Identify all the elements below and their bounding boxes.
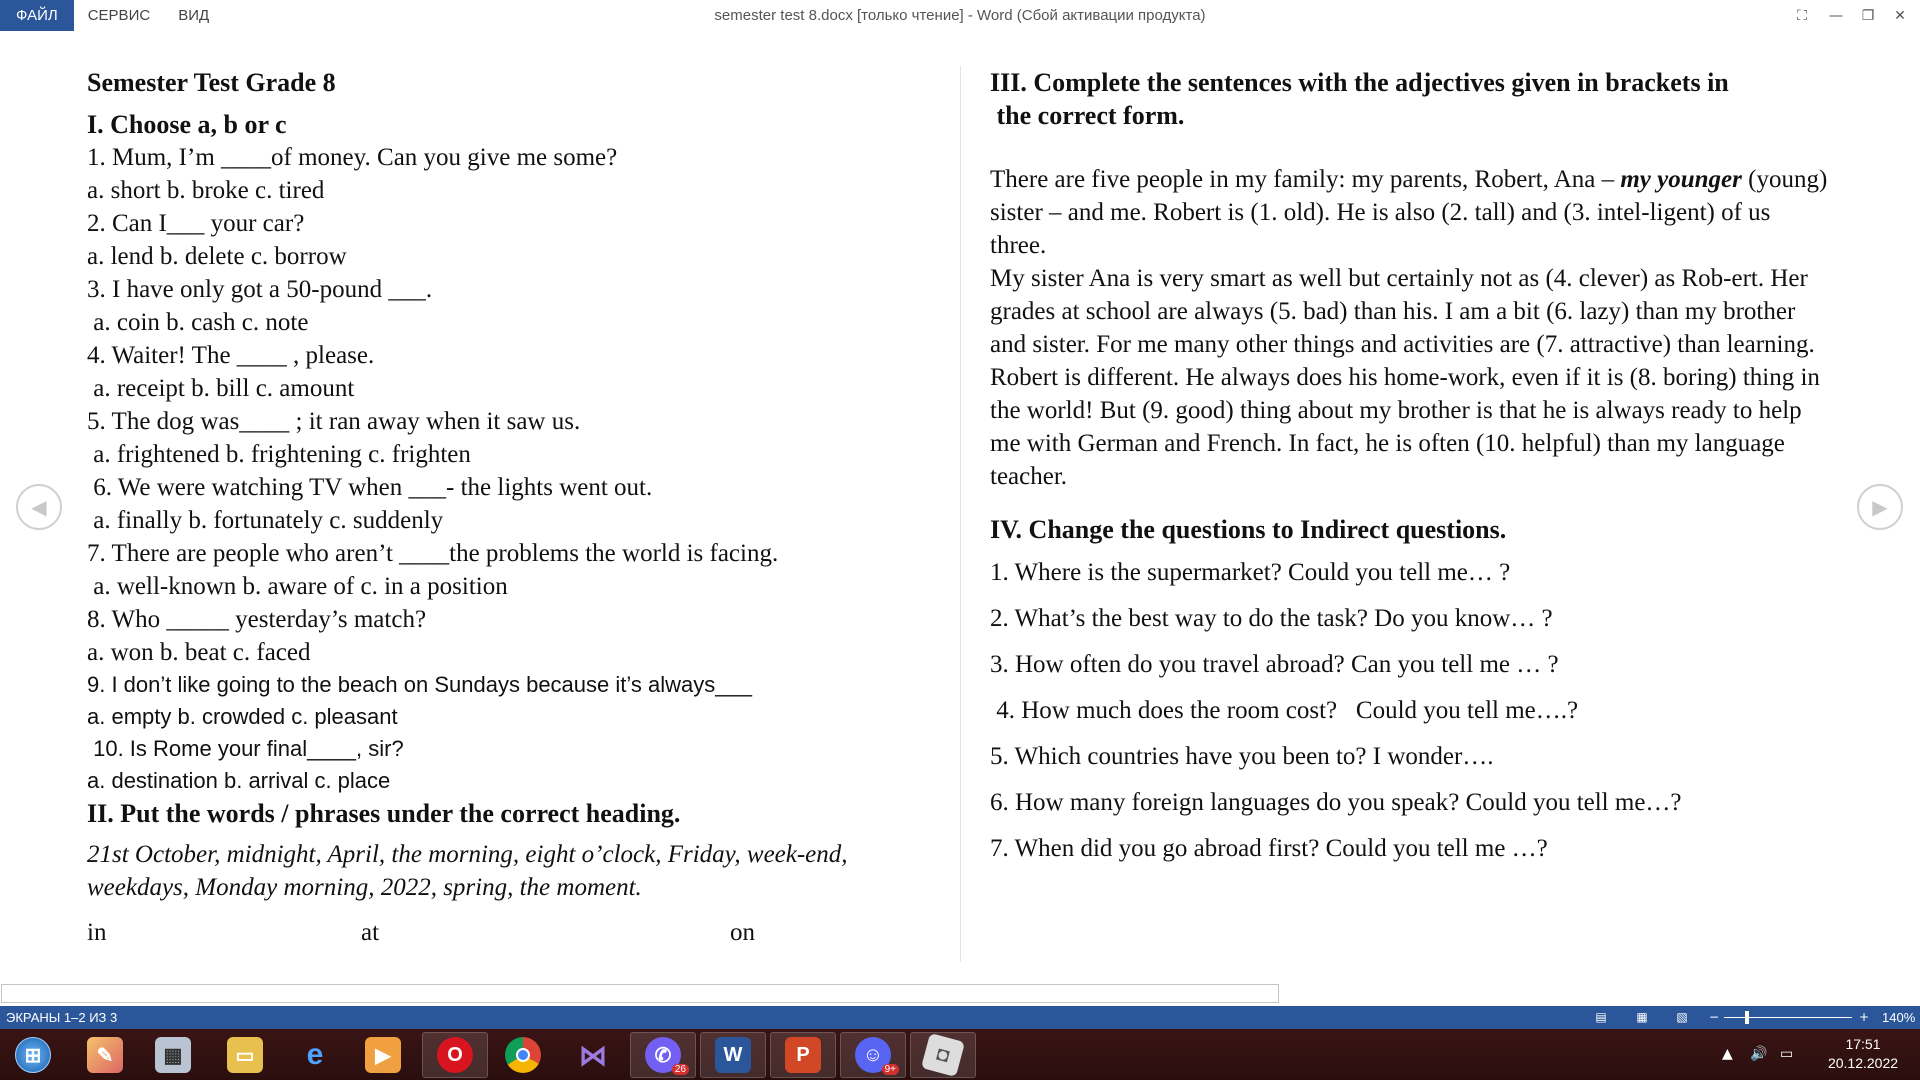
zoom-level[interactable]: 140% (1882, 1010, 1916, 1025)
question-4: 4. Waiter! The ____ , please. (87, 342, 375, 369)
answer-6: a. finally b. fortunately c. suddenly (87, 507, 444, 534)
right-page (990, 66, 1830, 872)
minimize-button[interactable]: — (1829, 7, 1843, 24)
question-2: 2. Can I___ your car? (87, 210, 305, 237)
taskbar (0, 1029, 1920, 1080)
read-mode-icon[interactable]: ▤ (1595, 1010, 1607, 1024)
restore-button[interactable]: ❐ (1861, 7, 1875, 24)
question-9: 9. I don’t like going to the beach on Sundays because it’s always___ (87, 672, 752, 697)
discord-icon: ☺ (855, 1037, 891, 1073)
question-3: 3. I have only got a 50-pound ___. (87, 276, 433, 303)
headings-row (87, 916, 927, 949)
taskbar-chrome[interactable] (490, 1032, 556, 1078)
system-clock[interactable] (1818, 1035, 1908, 1073)
page-divider (960, 66, 961, 962)
horizontal-scrollbar[interactable] (0, 984, 1920, 1006)
section-4-heading: IV. Change the questions to Indirect questions. (990, 515, 1507, 544)
paragraph-1-example: my younger (1620, 166, 1742, 193)
fullscreen-icon[interactable]: ⛶ (1797, 7, 1807, 24)
web-layout-icon[interactable]: ▧ (1676, 1010, 1688, 1024)
discord-badge: 9+ (882, 1064, 899, 1075)
paragraph-2: My sister Ana is very smart as well but certainly not as (4. clever) as Rob-ert. Her grades at school are always (5. bad) than his. I am a bit (6. lazy) than my brother and sister. For me many other things and activities are (7. attractive) than learning. Robert is different. He always does his home-work, even if it is (8. boring) thing in the world! But (9. good) thing about my brother is that he is always ready to help me with German and French. In fact, he is often (10. helpful) than my language teacher. (990, 265, 1820, 490)
chrome-icon (505, 1037, 541, 1073)
taskbar-internet-explorer[interactable] (282, 1032, 348, 1078)
zoom-slider-thumb[interactable] (1745, 1011, 1749, 1024)
start-button[interactable] (0, 1032, 66, 1078)
indirect-question-1: 1. Where is the supermarket? Could you tell me… ? (990, 559, 1511, 586)
menu-file[interactable]: ФАЙЛ (0, 0, 74, 31)
answer-10: a. destination b. arrival c. place (87, 768, 391, 793)
answer-1: a. short b. broke c. tired (87, 177, 325, 204)
taskbar-opera[interactable] (422, 1032, 488, 1078)
question-7: 7. There are people who aren’t ____the problems the world is facing. (87, 540, 779, 567)
menu-service[interactable]: СЕРВИС (87, 7, 151, 24)
paragraph-1-rest: (young) sister – and me. Robert is (1. old). He is also (2. tall) and (3. intel-ligent) of us three. (990, 166, 1828, 259)
question-8: 8. Who _____ yesterday’s match? (87, 606, 427, 633)
close-button[interactable]: ✕ (1894, 7, 1906, 24)
windows-logo-icon: ⊞ (15, 1037, 51, 1073)
taskbar-visual-studio[interactable] (560, 1032, 626, 1078)
answer-4: a. receipt b. bill c. amount (87, 375, 355, 402)
roblox-icon: ◘ (921, 1033, 965, 1077)
viber-icon: ✆ (645, 1037, 681, 1073)
answer-8: a. won b. beat c. faced (87, 639, 311, 666)
window-title: semester test 8.docx [только чтение] - Word (Сбой активации продукта) (714, 7, 1206, 24)
taskbar-explorer[interactable] (212, 1032, 278, 1078)
word-icon: W (715, 1037, 751, 1073)
indirect-question-6: 6. How many foreign languages do you speak? Could you tell me…? (990, 789, 1682, 816)
zoom-out-icon[interactable]: − (1708, 1010, 1720, 1024)
status-bar (0, 1006, 1920, 1029)
taskbar-media-player[interactable] (350, 1032, 416, 1078)
show-hidden-icons-icon[interactable]: ▲ (1722, 1046, 1733, 1062)
title-bar (0, 0, 1920, 31)
answer-3: a. coin b. cash c. note (87, 309, 309, 336)
previous-screen-arrow-icon[interactable]: ◀ (16, 484, 62, 530)
indirect-question-3: 3. How often do you travel abroad? Can you tell me … ? (990, 651, 1559, 678)
answer-7: a. well-known b. aware of c. in a position (87, 573, 508, 600)
print-layout-icon[interactable]: ▦ (1636, 1010, 1648, 1024)
paint-icon: ✎ (87, 1037, 123, 1073)
menu-view[interactable]: ВИД (178, 7, 210, 24)
heading-in: in (87, 919, 107, 946)
taskbar-powerpoint[interactable] (770, 1032, 836, 1078)
taskbar-discord[interactable] (840, 1032, 906, 1078)
paragraph-1-start: There are five people in my family: my parents, Robert, Ana – (990, 166, 1621, 193)
zoom-in-icon[interactable]: + (1858, 1010, 1870, 1024)
media-player-icon: ▶ (365, 1037, 401, 1073)
section-1-heading: I. Choose a, b or c (87, 110, 287, 139)
taskbar-word[interactable] (700, 1032, 766, 1078)
paragraph-1 (990, 163, 1830, 262)
clock-time: 17:51 (1845, 1036, 1881, 1052)
viber-badge: 26 (672, 1064, 689, 1075)
indirect-question-7: 7. When did you go abroad first? Could you tell me …? (990, 835, 1548, 862)
heading-at: at (361, 919, 380, 946)
volume-icon[interactable]: 🔊 (1750, 1046, 1768, 1062)
internet-explorer-icon: e (306, 1038, 324, 1071)
section-3-heading-line-2: the correct form. (990, 101, 1185, 130)
zoom-slider[interactable] (1724, 1017, 1852, 1018)
indirect-question-4: 4. How much does the room cost? Could you tell me….? (990, 697, 1579, 724)
clock-date: 20.12.2022 (1827, 1055, 1899, 1071)
document-title: Semester Test Grade 8 (87, 68, 336, 97)
screen-count: ЭКРАНЫ 1–2 ИЗ 3 (6, 1010, 118, 1025)
question-5: 5. The dog was____ ; it ran away when it saw us. (87, 408, 581, 435)
heading-on: on (730, 919, 755, 946)
taskbar-roblox[interactable] (910, 1032, 976, 1078)
opera-icon: O (437, 1037, 473, 1073)
question-6: 6. We were watching TV when ___- the lights went out. (87, 474, 653, 501)
answer-5: a. frightened b. frightening c. frighten (87, 441, 471, 468)
left-page (87, 66, 927, 949)
section-3-heading (990, 66, 1830, 132)
next-screen-arrow-icon[interactable]: ▶ (1857, 484, 1903, 530)
taskbar-viber[interactable] (630, 1032, 696, 1078)
calculator-icon: ▦ (155, 1037, 191, 1073)
visual-studio-icon: ⋈ (579, 1039, 607, 1071)
scrollbar-thumb[interactable] (1, 984, 1279, 1003)
indirect-question-2: 2. What’s the best way to do the task? Do you know… ? (990, 605, 1553, 632)
question-1: 1. Mum, I’m ____of money. Can you give me some? (87, 144, 618, 171)
network-icon[interactable]: ▭ (1780, 1046, 1794, 1062)
taskbar-paint[interactable] (72, 1032, 138, 1078)
folder-icon: ▭ (227, 1037, 263, 1073)
words-list: 21st October, midnight, April, the morning, eight o’clock, Friday, week-end, weekdays, Monday morning, 2022, spring, the moment. (87, 841, 848, 901)
answer-2: a. lend b. delete c. borrow (87, 243, 347, 270)
question-10: 10. Is Rome your final____, sir? (87, 736, 404, 761)
answer-9: a. empty b. crowded c. pleasant (87, 704, 398, 729)
section-3-heading-line-1: III. Complete the sentences with the adjectives given in brackets in (990, 68, 1729, 97)
indirect-question-5: 5. Which countries have you been to? I wonder…. (990, 743, 1494, 770)
powerpoint-icon: P (785, 1037, 821, 1073)
section-2-heading: II. Put the words / phrases under the correct heading. (87, 799, 681, 828)
taskbar-calculator[interactable] (140, 1032, 206, 1078)
